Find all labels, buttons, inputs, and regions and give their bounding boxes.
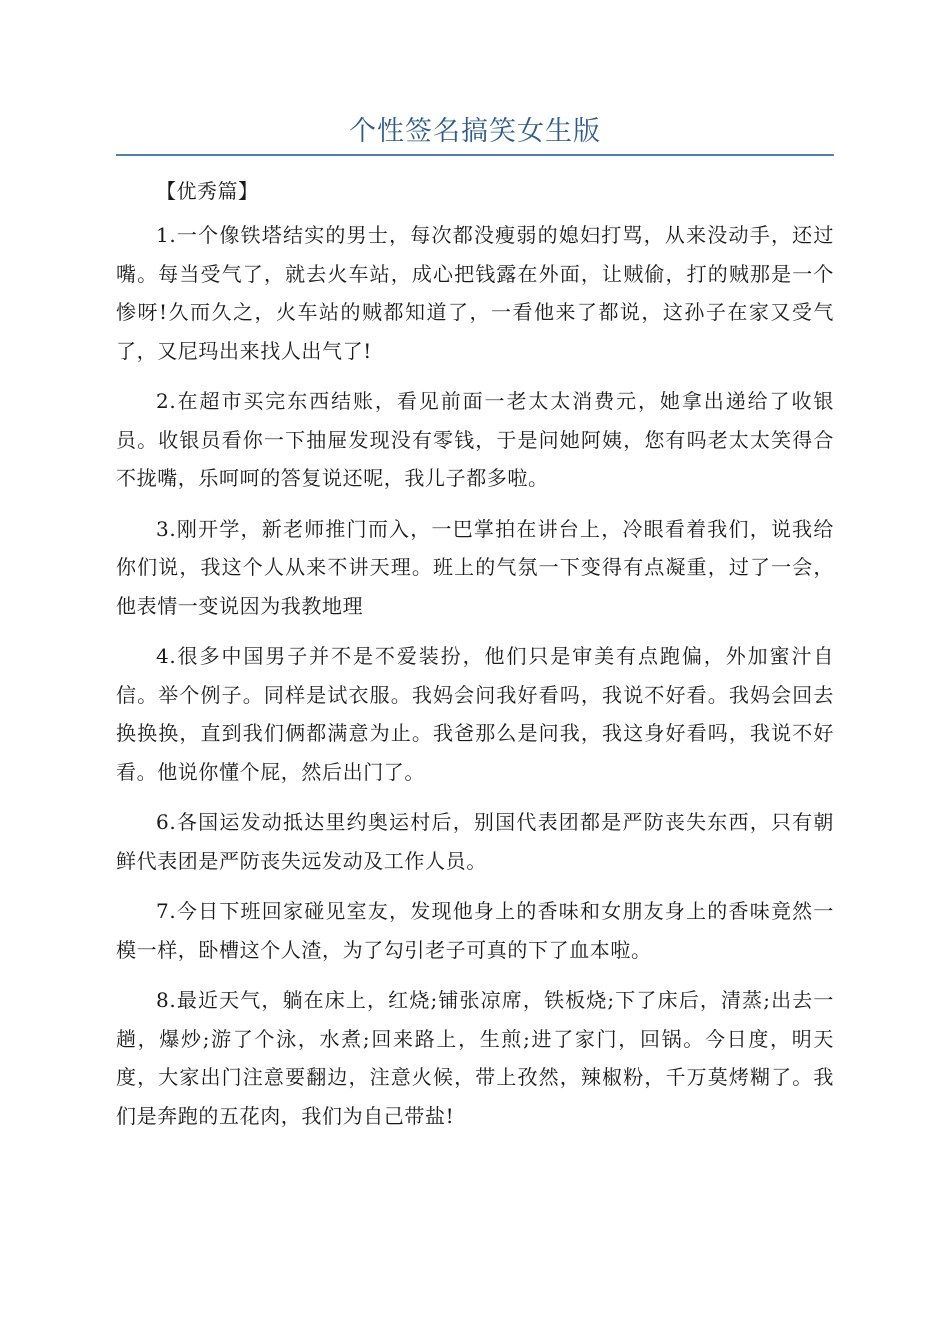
title-underline	[116, 154, 834, 156]
paragraph-3: 3.刚开学，新老师推门而入，一巴掌拍在讲台上，冷眼看着我们，说我给你们说，我这个人从来不讲天理。班上的气氛一下变得有点凝重，过了一会，他表情一变说因为我教地理	[116, 516, 834, 618]
paragraph-4: 4.很多中国男子并不是不爱装扮，他们只是审美有点跑偏，外加蜜汁自信。举个例子。同样是试衣服。我妈会问我好看吗，我说不好看。我妈会回去换换换，直到我们俩都满意为止。我爸那么是问我，我这身好看吗，我说不好看。他说你懂个屁，然后出门了。	[116, 644, 834, 784]
paragraph-2: 2.在超市买完东西结账，看见前面一老太太消费元，她拿出递给了收银员。收银员看你一下抽屉发现没有零钱，于是问她阿姨，您有吗老太太笑得合不拢嘴，乐呵呵的答复说还呢，我儿子都多啦。	[116, 389, 834, 490]
paragraph-6: 6.各国运发动抵达里约奥运村后，别国代表团都是严防丧失东西，只有朝鲜代表团是严防丧失远发动及工作人员。	[116, 810, 834, 873]
paragraph-1: 1.一个像铁塔结实的男士，每次都没瘦弱的媳妇打骂，从来没动手，还过嘴。每当受气了，就去火车站，成心把钱露在外面，让贼偷，打的贼那是一个惨呀!久而久之，火车站的贼都知道了，一看他来了都说，这孙子在家又受气了，又尼玛出来找人出气了!	[116, 223, 834, 363]
document-body	[116, 172, 834, 1147]
document-title: 个性签名搞笑女生版	[349, 116, 601, 147]
paragraph-8: 8.最近天气，躺在床上，红烧;铺张凉席，铁板烧;下了床后，清蒸;出去一趟，爆炒;游了个泳，水煮;回来路上，生煎;进了家门，回锅。今日度，明天度，大家出门注意要翻边，注意火候，带上孜然，辣椒粉，千万莫烤糊了。我们是奔跑的五花肉，我们为自己带盐!	[116, 988, 834, 1128]
paragraph-7: 7.今日下班回家碰见室友，发现他身上的香味和女朋友身上的香味竟然一模一样，卧槽这个人渣，为了勾引老子可真的下了血本啦。	[116, 899, 834, 962]
section-label: 【优秀篇】	[156, 179, 259, 203]
